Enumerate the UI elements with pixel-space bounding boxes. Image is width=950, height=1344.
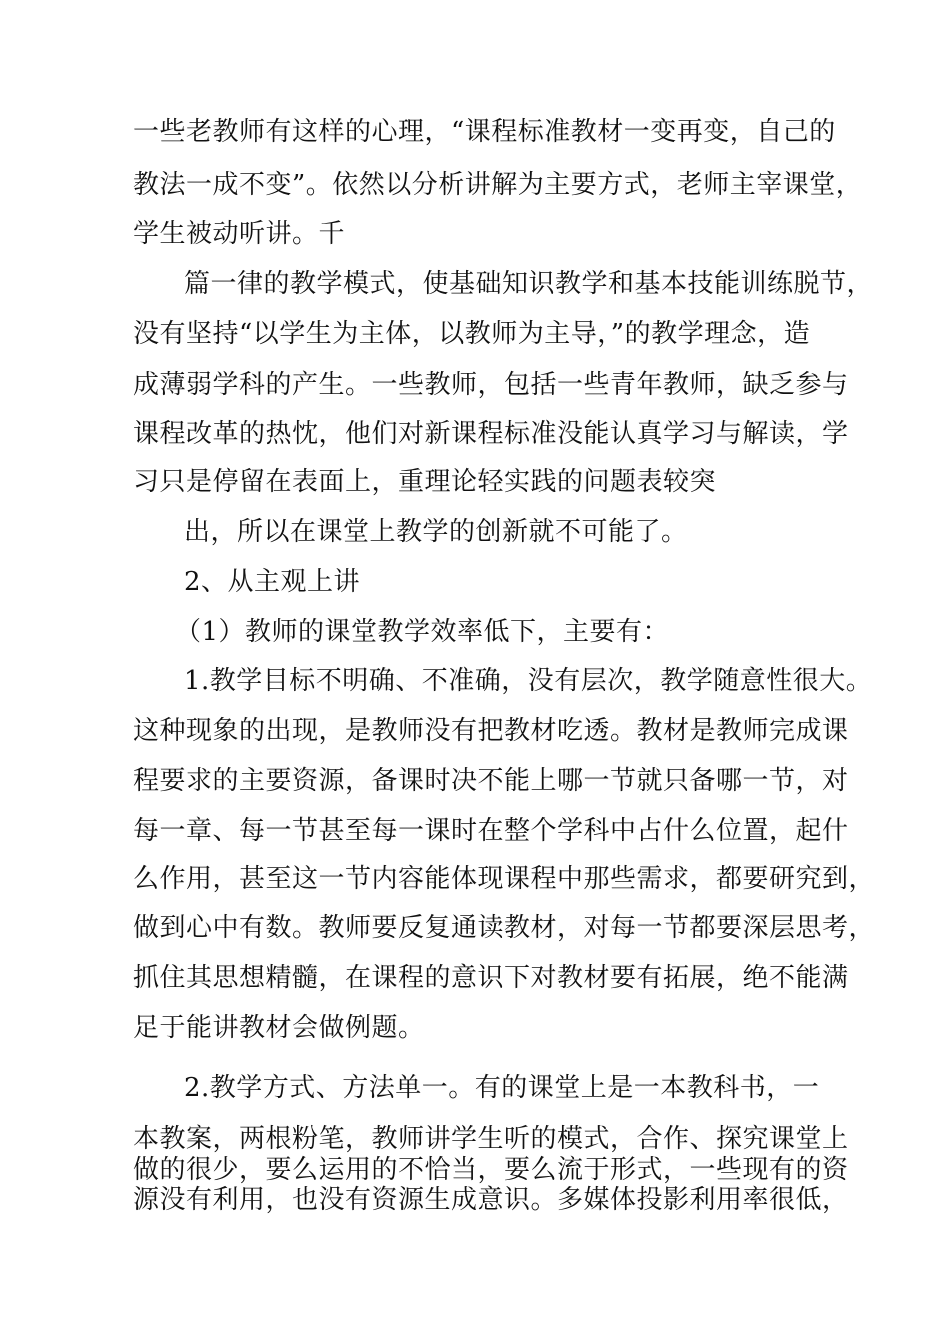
text-line: 1.教学目标不明确、不准确，没有层次，教学随意性很大。 [184,666,873,696]
text-line: 成薄弱学科的产生。一些教师，包括一些青年教师，缺乏参与 [133,370,849,400]
text-line: 么作用，甚至这一节内容能体现课程中那些需求，都要研究到， [133,864,876,894]
text-line: 教法一成不变”。依然以分析讲解为主要方式，老师主宰课堂， [133,170,863,200]
text-line: 学生被动听讲。千 [133,219,346,249]
text-line: 源没有利用，也没有资源生成意识。多媒体投影利用率很低， [133,1185,849,1215]
text-line: 出，所以在课堂上教学的创新就不可能了。 [184,517,688,547]
text-line: 做的很少，要么运用的不恰当，要么流于形式，一些现有的资 [133,1155,849,1185]
text-line: 一些老教师有这样的心理，“课程标准教材一变再变，自己的 [133,117,836,147]
text-line: 每一章、每一节甚至每一课时在整个学科中占什么位置，起什 [133,816,849,846]
text-line: 没有坚持“以学生为主体，以教师为主导，”的教学理念，造 [133,319,811,349]
text-line: 课程改革的热忱，他们对新课程标准没能认真学习与解读，学 [133,419,849,449]
text-line: 做到心中有数。教师要反复通读教材，对每一节都要深层思考， [133,913,876,943]
subsection-heading: （1）教师的课堂教学效率低下，主要有： [175,617,670,647]
text-line: 这种现象的出现，是教师没有把教材吃透。教材是教师完成课 [133,716,849,746]
text-line: 本教案，两根粉笔，教师讲学生听的模式，合作、探究课堂上 [133,1124,849,1154]
text-line: 习只是停留在表面上，重理论轻实践的问题表较突 [133,467,717,497]
section-heading: 2、从主观上讲 [184,567,361,597]
text-line: 足于能讲教材会做例题。 [133,1013,425,1043]
text-line: 篇一律的教学模式，使基础知识教学和基本技能训练脱节， [184,269,874,299]
text-line: 程要求的主要资源，备课时决不能上哪一节就只备哪一节，对 [133,766,849,796]
text-line: 抓住其思想精髓，在课程的意识下对教材要有拓展，绝不能满 [133,963,849,993]
text-line: 2.教学方式、方法单一。有的课堂上是一本教科书，一 [184,1073,820,1103]
